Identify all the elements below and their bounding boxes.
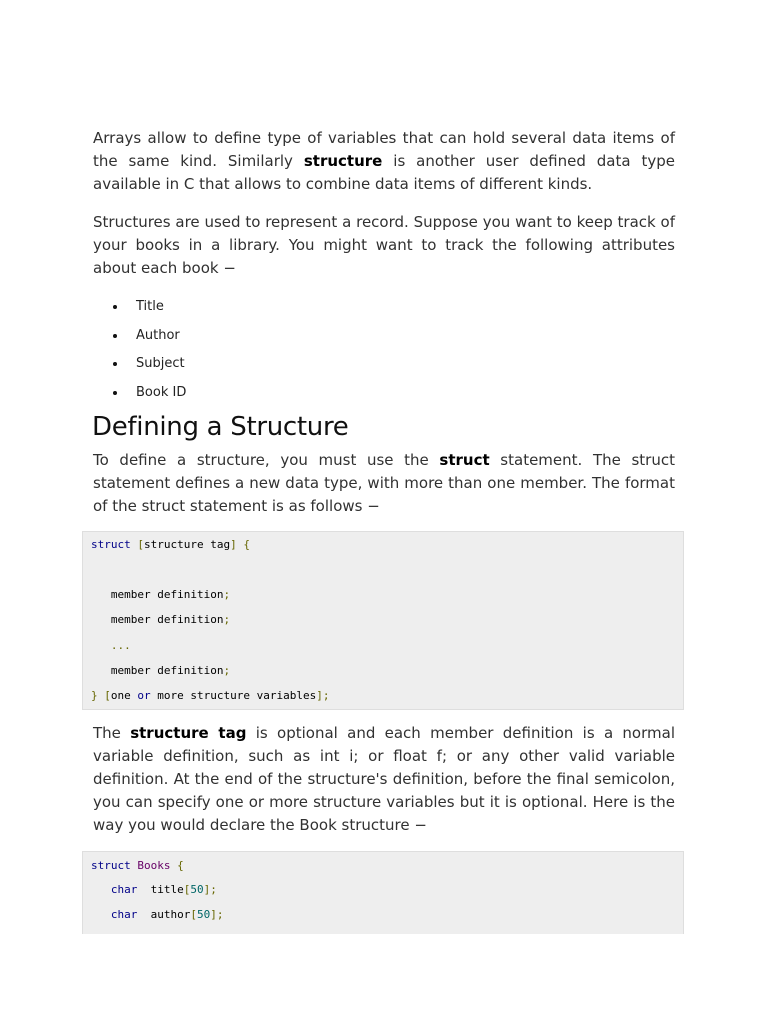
code-line: char author[50]; [110, 908, 224, 921]
section-heading: Defining a Structure [92, 412, 349, 442]
intro-paragraph: Arrays allow to define type of variables that can hold several data items of the same kind. Similarly structure is another user defined data type available in C that allows to combine data items of different kinds. [93, 129, 676, 193]
attribute-list [93, 296, 675, 410]
code-line: member definition; [110, 664, 231, 677]
article-body [93, 127, 675, 410]
code-line: } [one or more structure variables]; [91, 689, 330, 702]
bold-term-struct: struct [439, 451, 490, 469]
code-block-books [82, 851, 684, 934]
list-item: Book ID [93, 382, 675, 411]
code-line: char title[50]; [110, 883, 217, 896]
list-item: Subject [93, 353, 675, 382]
code-line: member definition; [110, 613, 231, 626]
bold-term-structure-tag: structure tag [130, 724, 247, 742]
struct-paragraph: To define a structure, you must use the struct statement. The struct statement defines a new data type, with more than one member. The format of the struct statement is as follows − [93, 451, 675, 515]
code-line: struct Books { [91, 859, 184, 872]
list-item: Author [93, 325, 675, 354]
code-line: member definition; [110, 588, 231, 601]
structure-tag-paragraph: The structure tag is optional and each member definition is a normal variable definition, such as int i; or float f; or any other valid variable definition. At the end of the structure's definition, before the final semicolon, you can specify one or more structure variables but it is optional. Here is the way you would declare the Book structure − [93, 724, 675, 834]
code-line: ... [110, 639, 131, 652]
bold-term-structure: structure [303, 152, 383, 170]
records-paragraph: Structures are used to represent a record. Suppose you want to keep track of your books in a library. You might want to track the following attributes about each book − [93, 213, 675, 277]
code-line: struct [structure tag] { [91, 538, 250, 551]
code-block-struct-format [82, 531, 684, 710]
list-item: Title [93, 296, 675, 325]
